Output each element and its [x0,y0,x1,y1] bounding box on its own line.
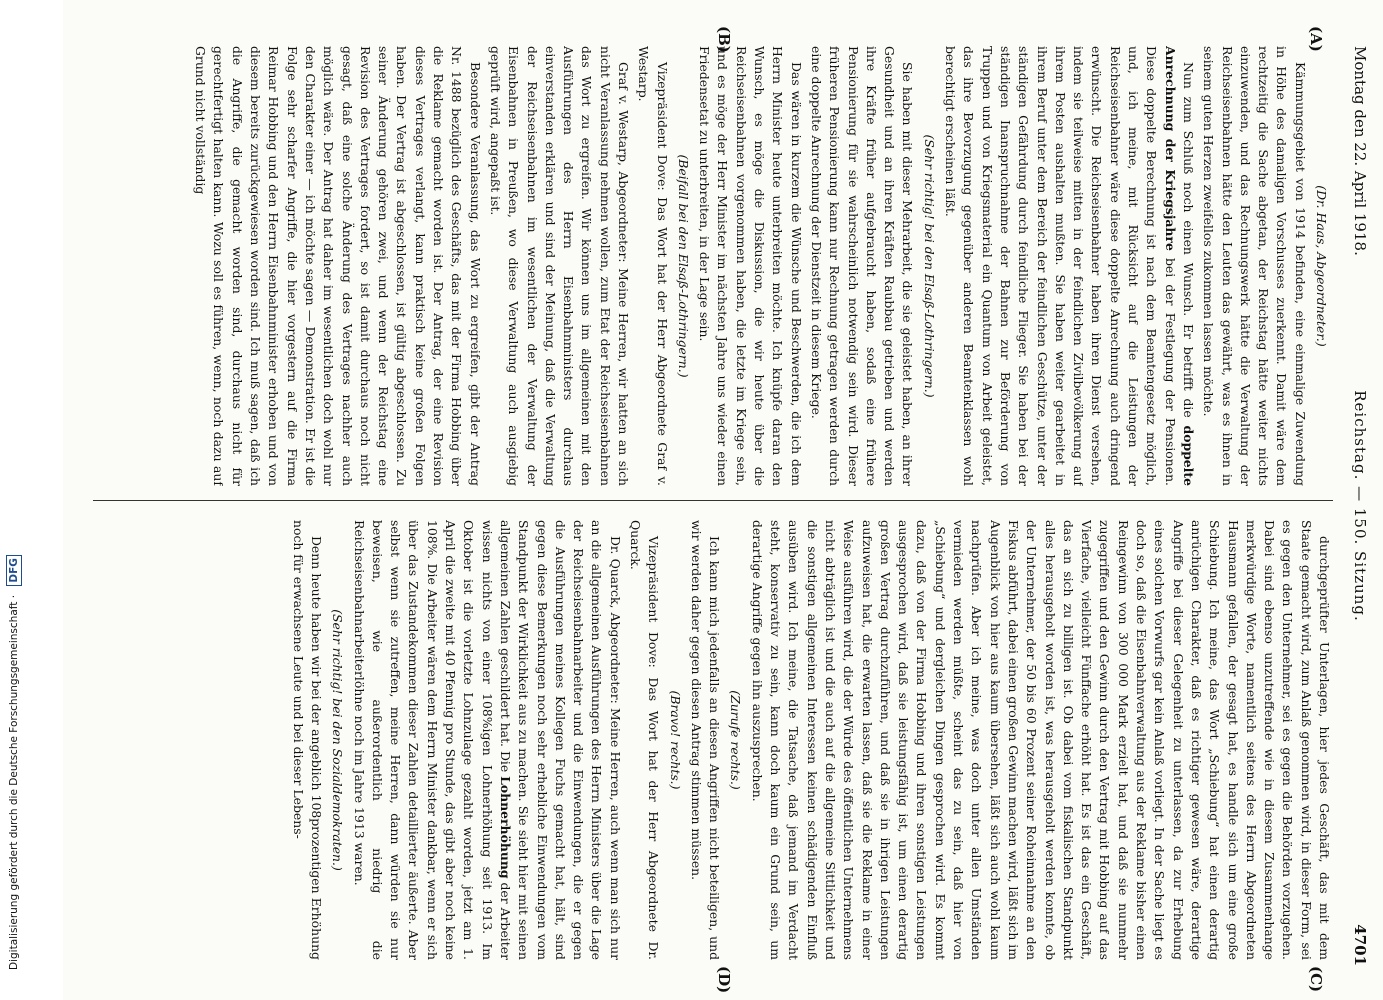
paragraph: Besondere Veranlassung, das Wort zu ergreifen, gibt der Antrag Nr. 1488 bezüglich des Geschäfts, das mit der Firma Hobbing über die Reklame gemacht worden ist. Der Antrag, der eine Revision dieses Vertrages verlangt, kann praktisch keine großen Folgen haben. Der Vertrag ist abgeschlossen, ist gültig abgeschlossen. Zu seiner Änderung gehören zwei, und wenn der Reichstag eine Revision des Vertrages fordert, so ist damit durchaus noch nicht gesagt, daß eine solche Änderung des Vertrages nachher auch möglich wäre. Der Antrag hat daher im wesentlichen doch wohl nur den Charakter einer — ich möchte sagen — Demonstration. Er ist die Folge sehr scharfer Angriffe, die hier vorgestern auf die Firma Reimar Hobbing und den Herrn Eisenbahnminister erhoben und von diesem bereits zurückgewiesen worden sind. Ich muß sagen, daß ich die Angriffe, die gemacht worden sind, durchaus nicht für gerechtfertigt halten kann. Wozu soll es führen, wenn, noch dazu auf Grund nicht vollständig [193,46,483,486]
page-header [1343,46,1369,966]
digitization-credit [4,0,24,1000]
left-column [93,46,1333,486]
speaker-line: (Dr. Haas, Abgeordneter.) [1314,185,1329,347]
paragraph: Graf v. Westarp, Abgeordneter: Meine Herren, wir hatten an sich nicht Veranlassung nehmen wollen, zum Etat der Reichseisenbahnen das Wort zu ergreifen. Wir können uns im allgemeinen mit den Ausführungen des Herrn Eisenbahnministers durchaus einverstanden erklären und sind der Meinung, daß die Verwaltung der Reichseisenbahnen im wesentlichen der Verwaltung der Eisenbahnen in Preußen, wo diese Verwaltung auch ausgiebig geprüft wird, angepaßt ist. [487,46,632,486]
right-column [93,520,1333,960]
session-title: Reichstag. — 150. Sitzung. [1351,390,1369,622]
margin-marker-a: (A) [1307,26,1325,52]
text-run: Nun zum Schluß noch einen Wunsch. Er betrifft die [1180,62,1196,426]
stage-direction: (Zurufe rechts.) [728,690,744,790]
emphasis-text: doppelte Anrechnung der Kriegsjahre [1162,46,1196,486]
paragraph: Kämmungsgebiet von 1914 befinden, eine einmalige Zuwendung in Höhe des damaligen Vorschusses zuerkennt. Damit wäre dem rechtzeitig die Sache abgetan, der Reichstag hätte weiter nichts einzuwenden, und das Rechnungswerk hätte die Verwaltung der Reichseisenbahnen hätte den Leuten das gewährt, was es ihnen in seinem guten Herzen zweifellos zukommen lassen möchte. [1201,46,1308,486]
paragraph: Das wären in kurzem die Wünsche und Beschwerden, die ich dem Herrn Minister heute unterbreiten möchte. Ich knüpfe daran den Wunsch, es möge die Diskussion, die wir heute über die Reichseisenbahnen vorgenommen haben, die letzte im Kriege sein, und es möge der Herr Minister im nächsten Jahre uns wieder einen Friedensetat zu unterbreiten, in der Lage sein. [697,46,804,486]
vice-president-announcement: Vizepräsident Dove: Das Wort hat der Herr Abgeordnete Graf v. Westarp. [636,46,670,486]
text-run: bei der Festlegung der Pensionen. Diese doppelte Berechnung ist nach dem Beamtengesetz möglich, und, ich meine, mit Rücksicht auf die Leistungen der Reichseisenbahner wäre diese doppelte Anrechnung auch dringend erwünscht. Die Reichseisenbahner haben ihren Dienst versehen, indem sie teilweise mitten in der feindlichen Zivilbevölkerung auf ihrem Posten aushalten mußten. Sie haben weiter gearbeitet in ihrem Beruf unter dem Bereich der feindlichen Geschütze, unter der ständigen Gefährdung durch feindliche Flieger. Sie haben bei der ständigen Inanspruchnahme der Bahnen zur Beförderung von Truppen und von Kriegsmaterial ein Quantum von Arbeit geleistet, das ihre Bevorzugung gegenüber anderen Beamtenklassen wohl berechtigt erscheinen läßt. [943,46,1178,486]
stage-direction: (Sehr richtig! bei den Sozialdemokraten.) [330,609,346,871]
text-run: Dr. Quarck, Abgeordneter: Meine Herren, auch wenn man sich nur an die allgemeinen Ausführungen des Herrn Ministers über die Lage der Reichseisenbahnarbeiter und die Einwendungen, die er gegen die Ausführungen meines Kollegen Fuchs gemacht hat, hält, sind gegen diese Bemerkungen noch sehr erhebliche Einwendungen vom Standpunkt der Wirklichkeit aus zu machen. Sie sieht hier mit seinen allgemeinen Zahlen geschildert hat. Die [497,520,623,960]
paragraph: Ich kann mich jedenfalls an diesen Angriffen nicht beteiligen, und wir werden daher gegen diesen Antrag stimmen müssen. [688,520,723,960]
stage-direction: (Beifall bei den Elsaß-Lothringern.) [675,154,691,378]
column-divider [93,500,1333,501]
text-run: der Arbeiter wissen nichts von einer 108%igen Lohnerhöhung seit 1913. Im Oktober ist die vorletzte Lohnzulage gezahlt worden, jetzt am 1. April die zweite mit 40 Pfennig pro Stunde, das gibt aber noch keine 108%. Die Arbeiter wären dem Herrn Minister dankbar, wenn er sich über das Zustandekommen dieser Zahlen detaillierter äußerte. Aber selbst wenn sie zutreffen, meine Herren, dann würden sie nur beweisen, wie außerordentlich niedrig die Reichseisenbahnarbeiterlöhne noch im Jahre 1913 waren. [351,520,513,960]
page-number: 4701 [1351,924,1369,966]
paragraph [349,520,623,960]
dfg-logo: DFG [6,555,22,586]
paragraph: durchgeprüfter Unterlagen, hier jedes Geschäft, das mit dem Staate gemacht wird, zum Anlaß genommen wird, in dieser Form, sei es gegen den Unternehmer, sei es gegen die Behörden vorzugehen. Dabei sind ebenso unzutreffende wie in diesem Zusammenhange merkwürdige Worte, namentlich seitens des Herrn Abgeordneten Hausmann gefallen, der gesagt hat, es handle sich um eine große Schiebung. Ich meine, das Wort „Schiebung“ hat einen derartig anrüchigen Charakter, daß es richtiger gewesen wäre, derartige Angriffe bei dieser Gelegenheit zu unterlassen, da zur Erhebung eines solchen Vorwurfs gar kein Anlaß vorliegt. In der Sache liegt es doch so, daß die Eisenbahnverwaltung aus der Reklame bisher einen Reingewinn von 300 000 Mark erzielt hat, und daß sie nunmehr zugegriffen und den Gewinn durch den Vertrag mit Hobbing auf das Vierfache, vielleicht Fünffache erhöht hat. Es ist das ein Geschäft, das an sich zu billigen ist. Ob dabei vom fiskalischen Standpunkt alles herausgeholt worden ist, was herausgeholt werden konnte, ob der Unternehmer, der 50 bis 60 Prozent seiner Roheinnahme an den Fiskus abführt, dabei einen großen Gewinn machen wird, läßt sich im Augenblick von hier aus kaum übersehen, läßt sich auch wohl kaum nachprüfen. Aber ich meine, was doch unter allen Umständen vermieden werden müßte, scheint das zu sein, daß hier von „Schiebung“ und dergleichen Dingen gesprochen wird. Es kommt dazu, daß von der Firma Hobbing und ihren sonstigen Leistungen ausgesprochen wird, daß sie leistungsfähig ist, um einen derartig großen Vertrag durchzuführen, und daß sie in ihrigen Leistungen aufzuweisen hat, die erwarten lassen, daß sie die Reklame in einer Weise ausführen wird, die der Würde des öffentlichen Unternehmens nicht abträglich ist und die auch auf die allgemeine Sittlichkeit und die sonstigen allgemeinen Interessen keinen schädigenden Einfluß ausüben wird. Ich meine, die Tatsache, daß jemand im Verdacht steht, konservativ zu sein, kann doch kaum ein Grund sein, um derartige Angriffe gegen ihn auszusprechen. [749,520,1332,960]
margin-marker-d: (D) [715,966,733,994]
stage-direction: (Sehr richtig! bei den Elsaß-Lothringern.) [921,134,937,398]
vice-president-announcement: Vizepräsident Dove: Das Wort hat der Herr Abgeordnete Dr. Quarck. [628,520,662,960]
paragraph: Sie haben mit dieser Mehrarbeit, die sie geleistet haben, an ihrer Gesundheit und an ihren Kräften Raubbau getrieben und werden ihre Kräfte früher aufgebraucht haben, sodaß eine frühere Pensionierung für sie wahrscheinlich notwendig sein wird. Dieser früheren Pensionierung kann nur Rechnung getragen werden durch eine doppelte Anrechnung der Dienstzeit in diesem Kriege. [808,46,916,486]
margin-marker-c: (C) [1307,966,1325,993]
paragraph [941,46,1197,486]
paragraph: Denn heute haben wir bei der angeblich 108prozentigen Erhöhung noch für erwachsene Leute und bei dieser Lebens- [290,520,324,960]
session-date: Montag den 22. April 1918. [1351,46,1369,256]
credit-text: Digitalisierung gefördert durch die Deutsche Forschungsgemeinschaft · [8,594,20,970]
stage-direction: (Bravo! rechts.) [667,690,683,790]
rotated-page-scan [63,0,1383,1000]
margin-marker-b: (B) [715,26,733,53]
emphasis-text: Lohnerhöhung [497,776,513,879]
